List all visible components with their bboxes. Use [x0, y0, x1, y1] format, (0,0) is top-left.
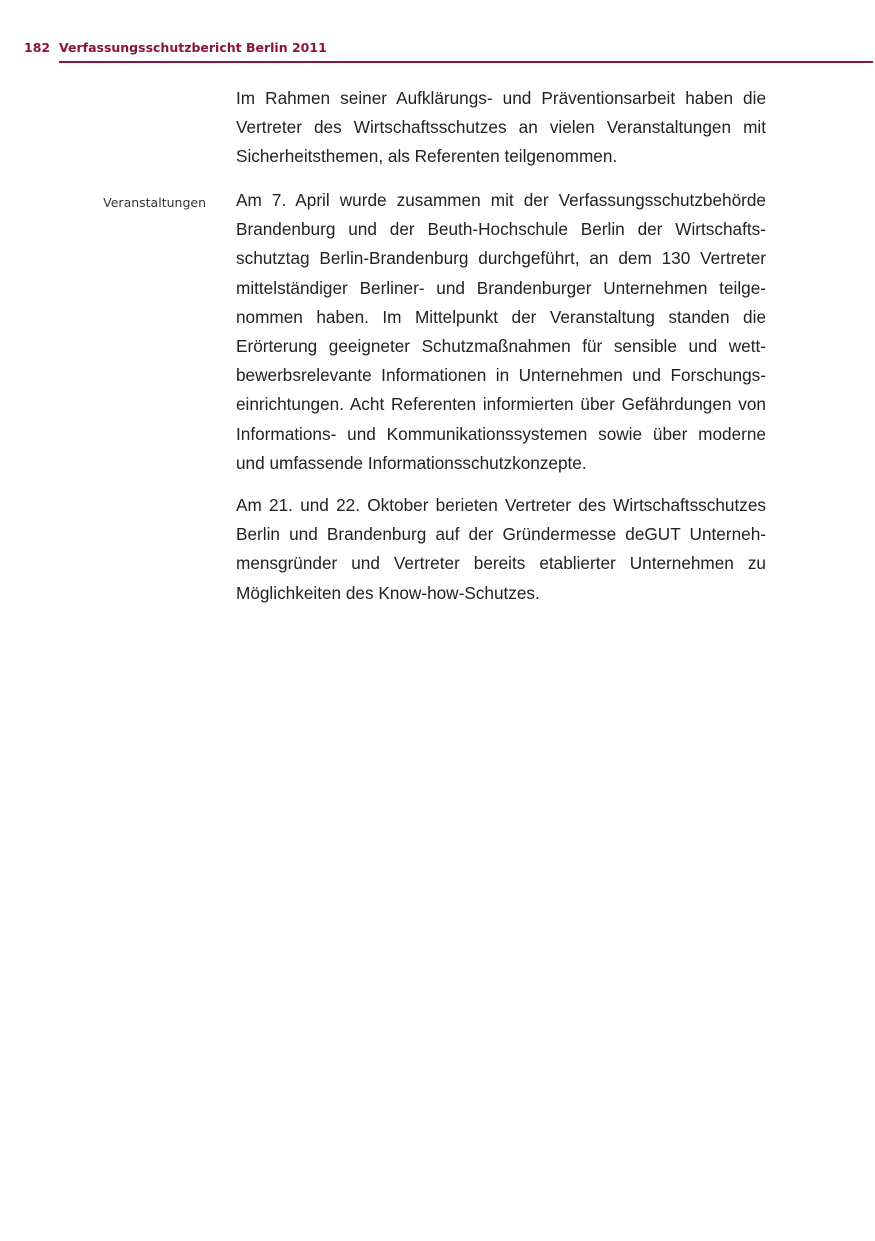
paragraph-intro: Im Rahmen seiner Aufklärungs- und Präventionsarbeit haben die Vertreter des Wirtschaftsschutzes an vielen Veranstaltungen mit Sicherheitsthemen, als Referenten teilgenommen.	[236, 88, 766, 167]
margin-label-veranstaltungen: Veranstaltungen	[103, 195, 206, 210]
page-number: 182	[24, 40, 51, 55]
running-header	[24, 40, 873, 64]
header-divider	[59, 61, 873, 63]
paragraph-wirtschaftsschutztag: Am 7. April wurde zusammen mit der Verfassungsschutzbehörde Brandenburg und der Beuth-Hochschule Berlin der Wirtschaftsschutztag Berlin-Brandenburg durchgeführt, an dem 130 Vertreter mittelständiger Berliner- und Brandenburger Unternehmen teilgenommen haben. Im Mittelpunkt der Veranstaltung standen die Erörterung geeigneter Schutzmaßnahmen für sensible und wettbewerbsrelevante Informationen in Unternehmen und Forschungseinrichtungen. Acht Referenten informierten über Gefährdungen von Informations- und Kommunikationssystemen sowie über moderne und umfassende Informationsschutzkonzepte.	[236, 190, 766, 473]
report-title: Verfassungsschutzbericht Berlin 2011	[59, 40, 327, 55]
paragraph-gruendermesse: Am 21. und 22. Oktober berieten Vertreter des Wirtschaftsschutzes Berlin und Brandenburg auf der Gründermesse deGUT Unternehmensgründer und Vertreter bereits etablierter Unternehmen zu Möglichkeiten des Know-how-Schutzes.	[236, 495, 766, 603]
